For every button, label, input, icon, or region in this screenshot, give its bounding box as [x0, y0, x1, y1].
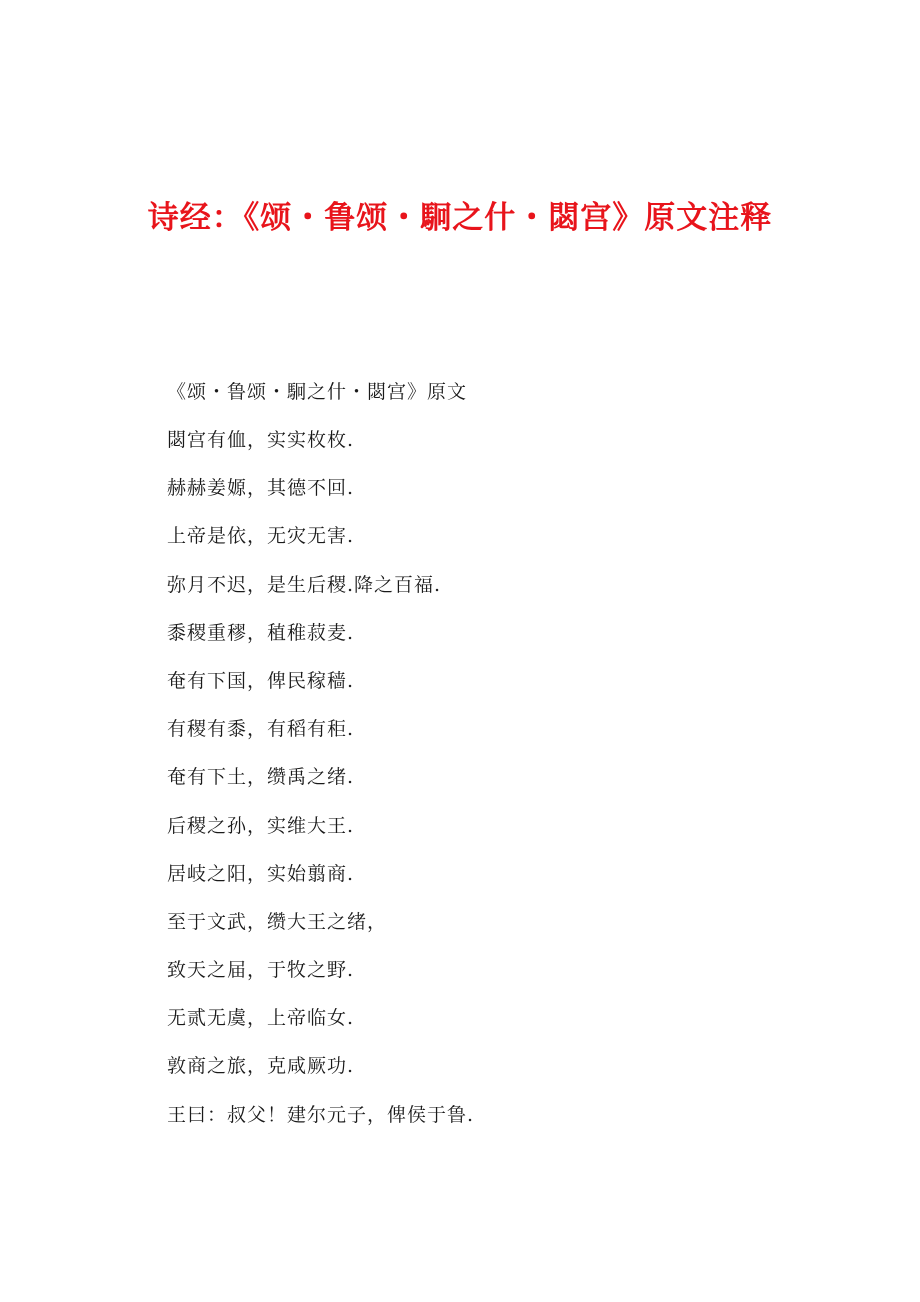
verse-line: 有稷有黍，有稻有秬.: [167, 718, 355, 741]
verse-line: 居岐之阳，实始翦商.: [167, 862, 355, 885]
verse-line: 上帝是依，无灾无害.: [167, 525, 355, 548]
verse-line: 弥月不迟，是生后稷.降之百福.: [167, 573, 442, 596]
poem-body: [167, 376, 867, 1147]
verse-list: [167, 424, 867, 1131]
verse-line: 赫赫姜嫄，其德不回.: [167, 477, 355, 500]
verse-line: 奄有下土，缵禹之绪.: [167, 766, 355, 789]
verse-line: 致天之届，于牧之野.: [167, 959, 355, 982]
document-title: 诗经：《颂・鲁颂・駉之什・閟宫》原文注释: [147, 200, 773, 236]
section-heading: 《颂・鲁颂・駉之什・閟宫》原文: [167, 381, 468, 403]
verse-line: 閟宫有侐，实实枚枚.: [167, 429, 355, 451]
verse-line: 黍稷重穋，稙稚菽麦.: [167, 621, 355, 644]
verse-line: 至于文武，缵大王之绪，: [167, 910, 388, 933]
verse-line: 奄有下国，俾民稼穑.: [167, 669, 355, 692]
verse-line: 无贰无虞，上帝临女.: [167, 1007, 355, 1030]
verse-line: 后稷之孙，实维大王.: [167, 814, 355, 837]
verse-line: 王曰：叔父！建尔元子，俾侯于鲁.: [167, 1103, 475, 1126]
verse-line: 敦商之旅，克咸厥功.: [167, 1055, 355, 1078]
